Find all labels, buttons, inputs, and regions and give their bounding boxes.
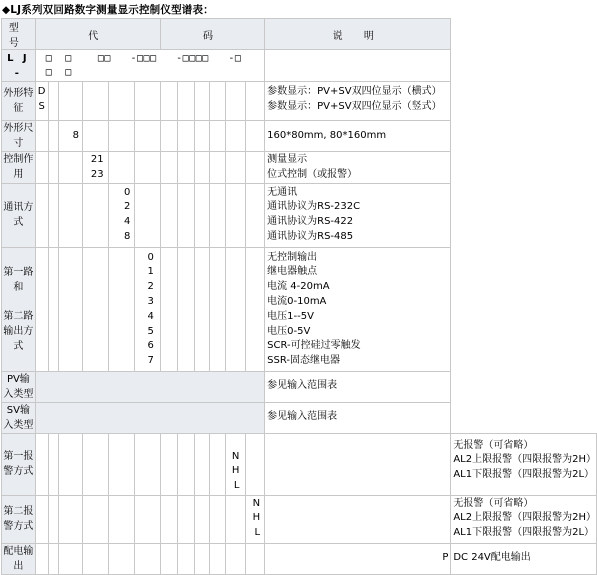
model-code-line1: □ □ □□ -□□□ -□□□□ -□	[45, 52, 242, 64]
code-value: 21	[90, 154, 104, 165]
row-shape	[2, 82, 597, 121]
code-value: N	[252, 497, 261, 509]
model-row	[2, 50, 597, 82]
row-label: 第二报警方式	[2, 495, 36, 543]
model-code-pattern	[35, 50, 264, 82]
desc-cell	[265, 82, 451, 121]
desc-line: 电流 4-20mA	[267, 281, 330, 293]
desc-line: 无报警（可省略）	[453, 439, 534, 451]
code-value: L	[233, 480, 240, 492]
code-value: D	[37, 86, 46, 97]
desc-line: SCR-可控硅过零触发	[267, 340, 361, 352]
code-value: N	[231, 450, 240, 462]
desc-cell: 参见输入范围表	[265, 402, 451, 433]
code-cell: 8	[58, 121, 82, 152]
row-alarm2	[2, 495, 597, 543]
row-label: 通讯方式	[2, 183, 36, 247]
desc-line: 位式控制（或报警）	[267, 168, 358, 180]
desc-cell	[451, 495, 597, 543]
row-power-output	[2, 543, 597, 574]
header-model: 型 号	[2, 19, 36, 50]
desc-line: 通讯协议为RS-422	[267, 216, 354, 228]
row-label: 配电输出	[2, 543, 36, 574]
code-cell	[82, 152, 108, 184]
row-label: 第一路和 第二路输出方 式	[2, 247, 36, 371]
row-label: 外形尺寸	[2, 121, 36, 152]
code-value: H	[231, 465, 240, 477]
code-cell	[108, 183, 135, 247]
desc-cell: 160*80mm, 80*160mm	[265, 121, 451, 152]
code-value: 8	[123, 230, 131, 242]
row-comm	[2, 183, 597, 247]
code-value: 0	[147, 251, 154, 263]
code-value: H	[252, 512, 261, 524]
row-sv-input	[2, 402, 597, 433]
code-value: 6	[147, 340, 154, 352]
desc-line: 参数显示：PV+SV双四位显示（横式）	[267, 86, 442, 97]
desc-line: 电压1--5V	[267, 310, 314, 322]
code-value: 2	[123, 201, 131, 213]
code-cell	[225, 433, 246, 495]
code-cell: P	[265, 543, 451, 574]
row-label: 外形特征	[2, 82, 36, 121]
desc-line: AL2上限报警（四限报警为2H）	[453, 512, 596, 524]
code-value: 7	[147, 355, 154, 367]
code-value: 1	[147, 266, 154, 278]
row-alarm1	[2, 433, 597, 495]
desc-cell	[265, 183, 451, 247]
desc-line: 电流0-10mA	[267, 295, 327, 307]
desc-cell	[265, 152, 451, 184]
code-value: 4	[147, 310, 154, 322]
desc-cell: DC 24V配电输出	[451, 543, 597, 574]
desc-cell: 参见输入范围表	[265, 371, 451, 402]
row-label: 控制作用	[2, 152, 36, 184]
code-value: S	[38, 100, 45, 112]
desc-line: SSR-固态继电器	[267, 355, 340, 367]
desc-line: 通讯协议为RS-485	[267, 230, 354, 242]
desc-line: 测量显示	[267, 154, 308, 165]
row-size	[2, 121, 597, 152]
desc-line: 无报警（可省略）	[453, 497, 534, 509]
row-pv-input	[2, 371, 597, 402]
code-value: 0	[123, 186, 131, 198]
desc-cell	[265, 247, 451, 371]
page-title: ◆LJ系列双回路数字测量显示控制仪型谱表：	[2, 4, 214, 16]
row-control	[2, 152, 597, 184]
row-output	[2, 247, 597, 371]
code-value: 3	[147, 295, 154, 307]
code-cell	[246, 495, 265, 543]
desc-line: 参数显示：PV+SV双四位显示（竖式）	[267, 100, 442, 112]
desc-line: 通讯协议为RS-232C	[267, 201, 361, 213]
desc-line: 无通讯	[267, 186, 298, 198]
header-desc: 说 明	[265, 19, 451, 50]
desc-line: AL1下限报警（四限报警为2L）	[453, 469, 595, 481]
code-value: L	[254, 527, 261, 539]
code-value: 4	[123, 216, 131, 228]
code-cell	[35, 82, 48, 121]
desc-line: 继电器触点	[267, 266, 318, 278]
desc-line: 无控制输出	[267, 251, 318, 263]
desc-line: 电压0-5V	[267, 325, 311, 337]
model-name: L J -	[2, 50, 36, 82]
desc-line: AL2上限报警（四限报警为2H）	[453, 454, 596, 466]
desc-line: AL1下限报警（四限报警为2L）	[453, 527, 595, 539]
row-label: 第一报警方式	[2, 433, 36, 495]
desc-cell	[451, 433, 597, 495]
header-row	[2, 19, 597, 50]
model-code-line2: □ □	[45, 66, 72, 78]
code-cell	[135, 247, 160, 371]
row-label: SV输入类型	[2, 402, 36, 433]
row-label: PV输入类型	[2, 371, 36, 402]
code-value: 23	[90, 168, 104, 180]
model-selection-table	[1, 18, 597, 575]
code-value: 5	[147, 325, 154, 337]
header-code-right: 码	[160, 19, 264, 50]
code-value: 2	[147, 281, 154, 293]
header-code-left: 代	[35, 19, 160, 50]
